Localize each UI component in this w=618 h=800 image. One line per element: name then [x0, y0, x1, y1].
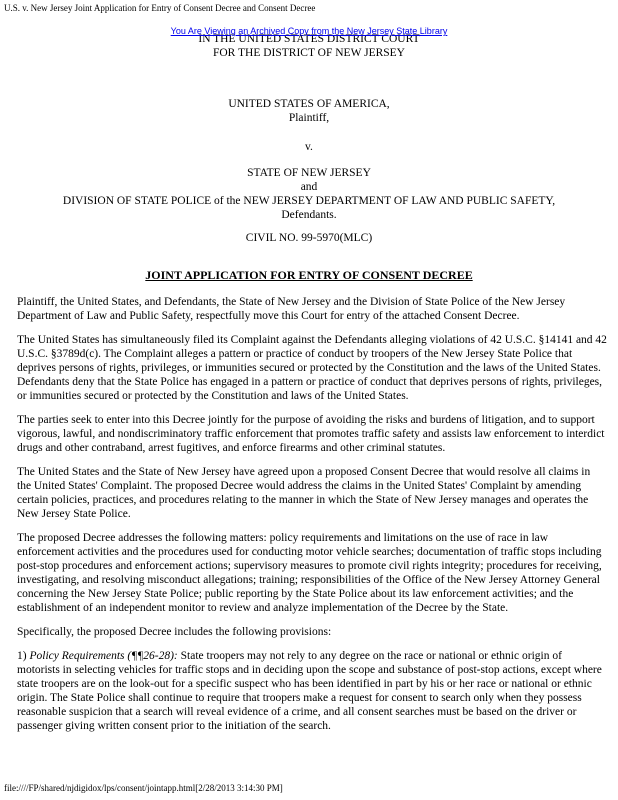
plaintiff-block — [0, 97, 618, 125]
paragraph: Specifically, the proposed Decree includes the following provisions: — [17, 626, 332, 638]
document-title: JOINT APPLICATION FOR ENTRY OF CONSENT DECREE — [145, 268, 473, 282]
defendant-division: DIVISION OF STATE POLICE of the NEW JERSEY DEPARTMENT OF LAW AND PUBLIC SAFETY, — [62, 195, 556, 207]
court-name: IN THE UNITED STATES DISTRICT COURT — [198, 33, 420, 45]
court-district: FOR THE DISTRICT OF NEW JERSEY — [212, 47, 405, 59]
plaintiff-name: UNITED STATES OF AMERICA, — [228, 98, 390, 110]
plaintiff-role: Plaintiff, — [288, 112, 330, 124]
paragraph: The proposed Decree addresses the following matters: policy requirements and limitations on the use of race in law enforcement activities and the procedures used for conducting motor vehicle searches; documentation of traffic stops including post-stop procedures and enforcement actions; supervisory measures to promote civil rights integrity; procedures for receiving, investigating, and resolving misconduct allegations; training; responsibilities of the Office of the New Jersey Attorney General concerning the New Jersey State Police; public reporting by the State Police about its law enforcement activities; and the establishment of an independent monitor to review and analyze implementation of the Decree by the State. — [17, 532, 602, 614]
defendants-block — [0, 166, 618, 222]
archive-notice-link[interactable]: You Are Viewing an Archived Copy from the New Jersey State Library — [170, 26, 448, 36]
paragraph: The parties seek to enter into this Decree jointly for the purpose of avoiding the risks and burdens of litigation, and to support vigorous, lawful, and nondiscriminatory traffic enforcement that promotes traffic safety and assists law enforcement to interdict drugs and other contraband, arrest fugitives, and enforce firearms and other criminal statutes. — [17, 414, 605, 454]
versus-label: v. — [305, 141, 313, 153]
print-footer: file:////FP/shared/njdigidox/lps/consent/jointapp.html[2/28/2013 3:14:30 PM] — [4, 783, 283, 793]
document-body — [17, 295, 607, 743]
civil-number: CIVIL NO. 99-5970(MLC) — [245, 232, 373, 244]
paragraph: The United States has simultaneously filed its Complaint against the Defendants alleging violations of 42 U.S.C. §14141 and 42 U.S.C. §3789d(c). The Complaint alleges a pattern or practice of conduct by troopers of the New Jersey State Police that deprives persons of rights, privileges, or immunities secured or protected by the Constitution and the laws of the United States. Defendants deny that the State Police has engaged in a pattern or practice of conduct that deprives persons of rights, privileges, or immunities secured or protected by the Constitution and laws of the United States. — [17, 334, 607, 402]
provision-text: State troopers may not rely to any degree on the race or national or ethnic origin of motorists in selecting vehicles for traffic stops and in deciding upon the scope and substance of post-stop actions, except where state troopers are on the look-out for a specific suspect who has been identified in part by his or her race or national or ethnic origin. The State Police shall continue to require that troopers make a request for consent to search only when they possess reasonable suspicion that a search will reveal evidence of a crime, and all consent searches must be based on the driver or passenger giving written consent prior to the initiation of the search. — [17, 650, 602, 732]
defendants-role: Defendants. — [281, 209, 337, 221]
provision-policy-requirements — [17, 649, 607, 733]
defendant-and: and — [300, 181, 318, 193]
paragraph: Plaintiff, the United States, and Defendants, the State of New Jersey and the Division of State Police of the New Jersey Department of Law and Public Safety, respectfully move this Court for entry of the attached Consent Decree. — [17, 296, 566, 322]
print-header: U.S. v. New Jersey Joint Application for Entry of Consent Decree and Consent Decree — [4, 3, 316, 13]
defendant-state: STATE OF NEW JERSEY — [247, 167, 371, 179]
provision-heading: Policy Requirements (¶¶26-28): — [29, 650, 178, 662]
provision-number: 1) — [17, 650, 27, 662]
paragraph: The United States and the State of New Jersey have agreed upon a proposed Consent Decree that would resolve all claims in the United States' Complaint. The proposed Decree would address the claims in the United States' Complaint by amending certain policies, practices, and procedures relating to the manner in which the State of New Jersey manages and operates the New Jersey State Police. — [17, 466, 591, 520]
